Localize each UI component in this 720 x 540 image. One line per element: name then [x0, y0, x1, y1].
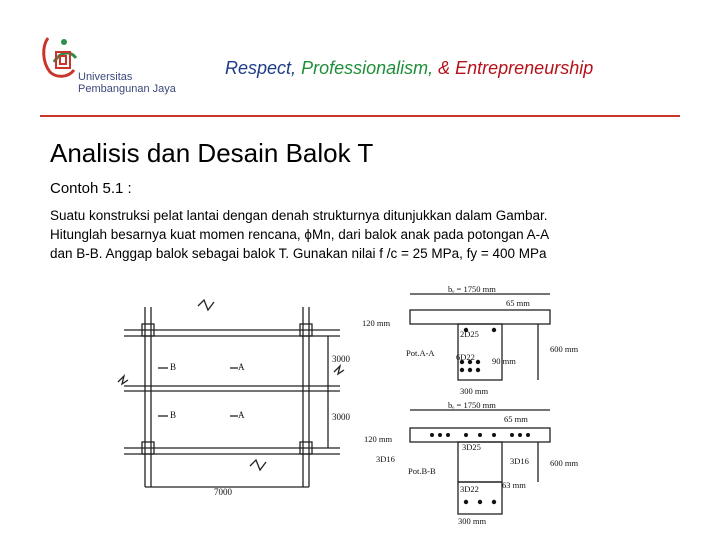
- paragraph-line-2: Hitunglah besarnya kuat momen rencana, ϕMn, dari balok anak pada potongan A-A: [50, 227, 550, 242]
- section-a-h: 600 mm: [550, 344, 579, 354]
- section-b-d63: 63 mm: [502, 480, 526, 490]
- section-b-bw: 300 mm: [458, 516, 487, 526]
- logo-name-line1: Universitas: [78, 71, 133, 83]
- section-a-d90: 90 mm: [492, 356, 516, 366]
- section-a-top-bars: 2D25: [460, 329, 479, 339]
- section-a-pot: Pot.A-A: [406, 348, 435, 358]
- structural-figure: [110, 282, 590, 532]
- section-a-hf: 65 mm: [506, 298, 530, 308]
- section-b-right-bars: 3D16: [510, 456, 529, 466]
- plan-label-a2: A: [238, 410, 245, 420]
- plan-label-b2: B: [170, 410, 177, 420]
- plan-label-a1: A: [238, 362, 245, 372]
- logo-text: [78, 71, 176, 95]
- slide-subtitle: Contoh 5.1 :: [50, 180, 132, 197]
- section-b-left-bars: 3D16: [376, 454, 395, 464]
- section-a-flange: 120 mm: [362, 318, 391, 328]
- section-b-hf: 65 mm: [504, 414, 528, 424]
- paragraph-line-3: dan B-B. Anggap balok sebagai balok T. Gunakan nilai f /c = 25 MPa, fy = 400 MPa: [50, 246, 547, 261]
- section-a-bot-bars: 6D22: [456, 352, 475, 362]
- header-divider: [40, 115, 680, 117]
- tagline-professionalism: Professionalism,: [301, 58, 434, 78]
- section-b-top-bars: 3D25: [462, 442, 481, 452]
- plan-dim-3000-top: 3000: [332, 354, 350, 364]
- plan-dim-7000: 7000: [214, 487, 232, 497]
- problem-paragraph: [50, 206, 690, 263]
- plan-dim-3000-bottom: 3000: [332, 412, 350, 422]
- slide-title: Analisis dan Desain Balok T: [50, 138, 374, 168]
- tagline-entrepreneurship: & Entrepreneurship: [438, 58, 594, 78]
- section-a-be: bₑ = 1750 mm: [448, 284, 496, 294]
- tagline: [225, 58, 593, 79]
- section-b-bot-bars: 3D22: [460, 484, 479, 494]
- tagline-respect: Respect,: [225, 58, 297, 78]
- section-b-flange: 120 mm: [364, 434, 393, 444]
- section-b-be: bₑ = 1750 mm: [448, 400, 496, 410]
- section-b-pot: Pot.B-B: [408, 466, 436, 476]
- section-a-bw: 300 mm: [460, 386, 489, 396]
- plan-label-b1: B: [170, 362, 177, 372]
- section-a-flange: [410, 310, 550, 324]
- section-b-h: 600 mm: [550, 458, 579, 468]
- paragraph-line-1: Suatu konstruksi pelat lantai dengan denah strukturnya ditunjukkan dalam Gambar.: [50, 208, 548, 223]
- logo-name-line2: Pembangunan Jaya: [78, 83, 176, 95]
